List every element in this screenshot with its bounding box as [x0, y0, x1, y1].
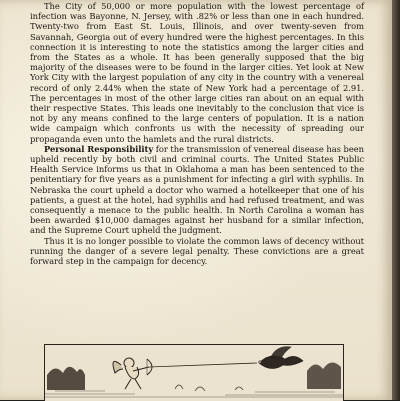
bird-figure [259, 347, 303, 369]
cherub-and-bird-illustration [45, 345, 343, 401]
paragraph-personal-responsibility [30, 144, 364, 236]
woodcut-illustration [44, 344, 344, 401]
section-heading: Personal Responsibility [44, 143, 154, 154]
paragraph-city-statistics: The City of 50,000 or more population with the lowest percentage of infection was Bayonne, N. Jersey, with .82% or less than one in each hundred. Twenty-two from East St. Louis, Illinois, and over twenty-seven from Savannah, Georgia out of every hundred were the highest percentages. In this connection it is interesting to note the statistics among the larger cities and from the States as a whole. It has been generally supposed that the big majority of the diseases were to be found in the larger cities. Yet look at New York City with the largest population of any city in the country with a venereal record of only 2.44% when the state of New York had a percentage of 2.91. The percentages in most of the other large cities ran about on an equal with their respective States. This leads one inevitably to the conclusion that vice is not by any means confined to the large centers of population. It is a nation wide campaign which confronts us with the necessity of spreading our propaganda even unto the hamlets and the rural districts. [30, 1, 364, 144]
cherub-figure [113, 358, 152, 389]
paragraph-body: for the transmission of venereal disease has been upheld recently by both civil and criminal courts. The United States Public Health Service informs us that in Oklahoma a man has been sentenced to the penitentiary for five years as a punishment for infecting a girl with syphilis. In Nebraska the court upheld a doctor who warned a hotelkeeper that one of his patients, a guest at the hotel, had syphilis and had refused treatment, and was consequently a menace to the public health. In North Carolina a woman has been awarded $10,000 damages against her husband for a similar infection, and the Supreme Court upheld the judgment. [30, 143, 364, 236]
paragraph-conclusion: Thus it is no longer possible to violate the common laws of decency without running the danger of a severe legal penalty. These convictions are a great forward step in the campaign for decency. [30, 235, 364, 267]
article-body [30, 0, 364, 266]
book-edge-shadow [392, 0, 400, 400]
